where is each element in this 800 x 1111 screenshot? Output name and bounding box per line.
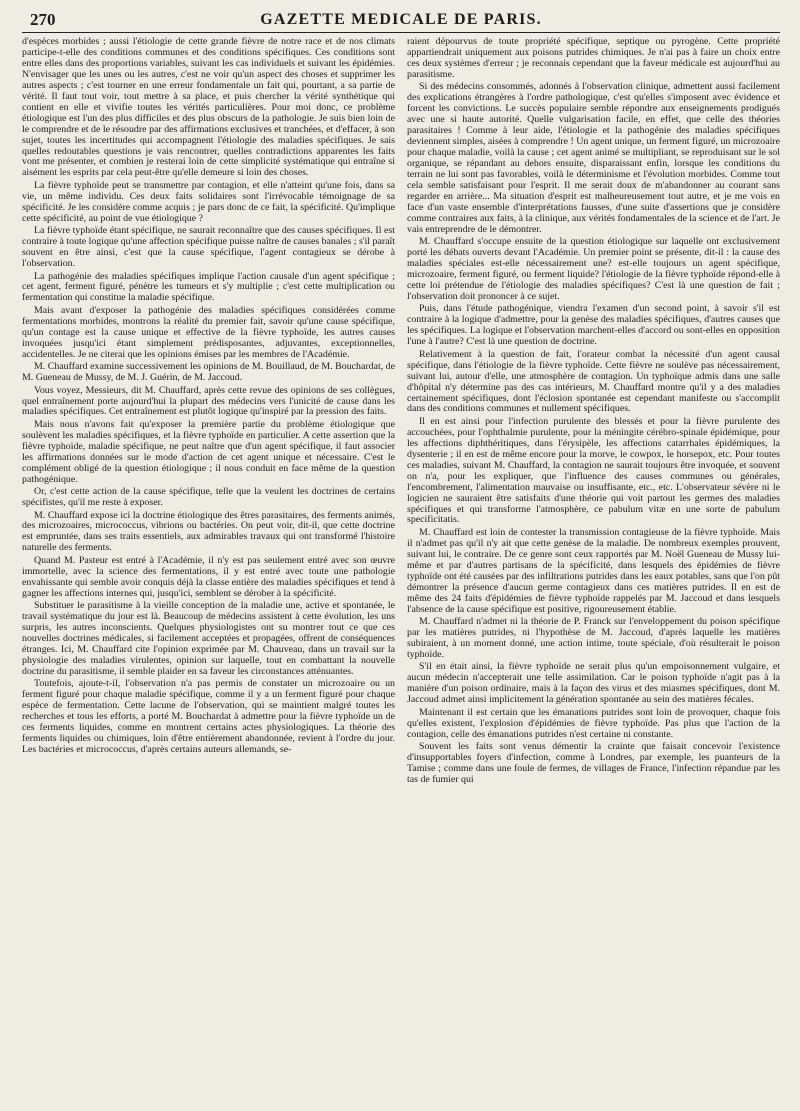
paragraph: M. Chauffard expose ici la doctrine étiologique des êtres parasitaires, des ferments animés, des microzoaires, micrococcus, vibrions ou bactéries. On peut voir, dit-il, que cette doctrine est empruntée, dans ses traits essentiels, aux admirables travaux qui ont transformé l'histoire naturelle des ferments. xyxy=(22,509,395,554)
paragraph: d'espèces morbides ; aussi l'étiologie de cette grande fièvre de notre race et de nos climats participe-t-elle des conditions communes et des conditions spécifiques. Ces conditions sont entre elles dans des proportions variables, suivant les cas individuels et suivant les épidémies. N'envisager que les unes ou les autres, c'est ne voir qu'un aspect des choses et supprimer les autres aspects ; c'est tourner en une erreur fondamentale un fait qui, pourtant, a sa partie de vérité. Il faut tout voir, tout mettre à sa place, et puis chercher la vérité synthétique qui contient en elle et vivifie toutes les vérités particulières. Pour moi donc, ce problème étiologique est l'un des plus difficiles et des plus obscurs de la pathologie. Je suis bien loin de le comprendre et de le résoudre par des affirmations exclusives et tranchées, et d'effacer, à son sujet, toutes les incertitudes qui accompagnent l'étiologie des maladies spécifiques. Je sais quelles redoutables questions je vais rencontrer, quelles contradictions apparentes les faits vont me présenter, et combien je resterai loin de cette simplicité systématique qui entraîne si aisément les esprits par cela peut-être qu'elle demeure si loin des choses. xyxy=(22,37,395,179)
paragraph: Souvent les faits sont venus démentir la crainte que faisait concevoir l'existence d'insupportables foyers d'infection, comme à Londres, par exemple, les puanteurs de la Tamise ; comme dans une foule de fermes, de villages de France, l'infection répandue par les tas de fumier qui xyxy=(407,741,780,785)
paragraph: Or, c'est cette action de la cause spécifique, telle que la veulent les doctrines de certains spécifistes, qu'il me reste à exposer. xyxy=(22,486,395,509)
paragraph: La pathogénie des maladies spécifiques implique l'action causale d'un agent spécifique ; cet agent, ferment figuré, pénètre les tumeurs et s'y multiplie ; c'est cette multiplication ou fermentation qui constitue la maladie spécifique. xyxy=(22,270,395,304)
paragraph: La fièvre typhoïde étant spécifique, ne saurait reconnaître que des causes spécifiques. Il est contraire à toute logique qu'une affection spécifique puisse naître de causes banales ; s'il paraît souvent en être ainsi, c'est que la cause spécifique, l'agent contagieux se dérobe à l'observation. xyxy=(22,225,395,270)
paragraph: La fièvre typhoïde peut se transmettre par contagion, et elle n'atteint qu'une fois, dans sa vie, un même individu. Ces deux faits solidaires sont l'irrévocable témoignage de sa spécificité. Je les considère comme acquis ; je pars donc de ce fait, la spécificité. Qu'implique cette spécificité, au point de vue étiologique ? xyxy=(22,179,395,224)
paragraph: Vous voyez, Messieurs, dit M. Chauffard, après cette revue des opinions de ses collègues, quel entraînement porte aujourd'hui la plupart des médecins vers l'unicité de cause dans les maladies spécifiques. Cet entraînement est plutôt logique qu'inspiré par la pression des faits. xyxy=(22,384,395,418)
paragraph: M. Chauffard n'admet ni la théorie de P. Franck sur l'enveloppement du poison spécifique par les matières putrides, ni l'hypothèse de M. Jaccoud, d'après laquelle les matières subiraient, à un moment donné, une action intime, toute spéciale, d'où résulterait le poison typhoïde. xyxy=(407,616,780,660)
paragraph: Substituer le parasitisme à la vieille conception de la maladie une, active et spontanée, le travail systématique du jour est là. Beaucoup de médecins assistent à cette évolution, les uns surpris, les autres inconscients. Quelques physiologistes ont su montrer tout ce que ces nouvelles doctrines médicales, si facilement acceptées et propagées, offrent de conséquences étranges. Ici, M. Chauffard cite l'opinion exprimée par M. Chauveau, dans un travail sur la physiologie des maladies virulentes, opinion sur laquelle, tout en combattant la nouvelle doctrine du parasitisme, il semble plaider en sa faveur les circonstances atténuantes. xyxy=(22,600,395,677)
paragraph: M. Chauffard examine successivement les opinions de M. Bouillaud, de M. Bouchardat, de M. Gueneau de Mussy, de M. J. Guérin, de M. Jaccoud. xyxy=(22,361,395,384)
paragraph: Il en est ainsi pour l'infection purulente des blessés et pour la fièvre purulente des accouchées, pour l'ophthalmie purulente, pour la méningite cérébro-spinale épidémique, pour les affections diphthéritiques, dans l'érysipèle, les affections catarrhales épidémiques, la dysenterie ; il en est de même encore pour la morve, le cowpox, le horsepox, etc. Pour toutes ces maladies, suivant M. Chauffard, la contagion ne saurait toujours être invoquée, et souvent on n'a, pour les expliquer, que l'influence des causes communes ou générales, l'encombrement, l'alimentation mauvaise ou insuffisante, etc., etc. L'observateur sévère ni le logicien ne sauraient être satisfaits d'une théorie qui voit partout les germes des maladies spécifiques et qui transforme l'atmosphère, ce pabulum vitæ en une sorte de pabulum specificitatis. xyxy=(407,415,780,526)
page-header xyxy=(22,8,780,33)
paragraph: Mais avant d'exposer la pathogénie des maladies spécifiques considérées comme fermentations morbides, montrons la réalité du premier fait, savoir qu'une cause spécifique, qu'un contage est la cause unique et effective de la fièvre typhoïde, les autres causes invoquées jusqu'ici étant simplement prédisposantes, adjuvantes, exceptionnelles, accidentelles. Je ne citerai que les opinions émises par les membres de l'Académie. xyxy=(22,304,395,360)
paragraph: Quand M. Pasteur est entré à l'Académie, il n'y est pas seulement entré avec son œuvre immortelle, avec la science des fermentations, il y est entré avec toute une pathologie envahissante qui semble avoir conquis déjà la classe entière des maladies spécifiques et tend à gagner les affections internes qui, jusqu'ici, semblent se dérober à la spécificité. xyxy=(22,554,395,599)
paragraph: Mais nous n'avons fait qu'exposer la première partie du problème étiologique que soulèvent les maladies spécifiques, et la fièvre typhoïde en particulier. A cette assertion que la fièvre typhoïde, maladie spécifique, ne peut naître que d'un agent spécifique, il faut associer les affirmations données sur le mode d'action de cet agent unique et nécessaire. C'est le complément obligé de la question étiologique ; il nous conduit en face même de la question pathogénique. xyxy=(22,418,395,485)
paragraph: Toutefois, ajoute-t-il, l'observation n'a pas permis de constater un microzoaire ou un ferment figuré pour chaque maladie spécifique, comme il y a un ferment figuré pour chaque espèce de fermentation. Cette lacune de l'observation, qui se maintient malgré toutes les recherches et tous les efforts, a porté M. Bouchardat à admettre pour la fièvre typhoïde un de ces ferments liquides, comme en montrent certains actes physiologiques. La théorie des ferments liquides ou chimiques, loin d'être entièrement abandonnée, revient à l'ordre du jour. Les bactéries et micrococcus, d'après certains auteurs allemands, se- xyxy=(22,678,395,756)
paragraph: Si des médecins consommés, adonnés à l'observation clinique, admettent aussi facilement des explications étrangères à l'ordre pathologique, c'est qu'elles s'imposent avec évidence et forcent les convictions. Le succès populaire semble répondre aux enseignements prodigués avec une si haute autorité. Quelle vulgarisation facile, en effet, que celle des théories parasitaires ! Comme à leur aide, l'étiologie et la pathogénie des maladies spécifiques deviennent simples, aisées à comprendre ! Un agent unique, un ferment figuré, un microzoaire pour chaque maladie, voilà la cause ; cet agent animé se multipliant, se reproduisant sur le sol organique, se répandant au dehors ensuite, disparaissant enfin, lorsque les conditions du terrain ne lui sont pas favorables, voilà le déterminisme et l'évolution morbides. Comme tout cela semble satisfaisant pour l'esprit. Il me serait doux de m'abandonner au courant sans regarder en arrière... Ma situation d'esprit est malheureusement tout autre, et je me vois en face d'un vaste ensemble d'interprétations fausses, d'une suite d'assertions que je considère comme contraires aux faits, à la clinique, aux vérités fondamentales de la science et de l'art. Je vais entreprendre de le démontrer. xyxy=(407,81,780,235)
paragraph: M. Chauffard s'occupe ensuite de la question étiologique sur laquelle ont exclusivement porté les débats ouverts devant l'Académie. Un premier point se présente, dit-il : la cause des maladies spéciales est-elle nécessairement une? est-elle toujours un agent spécifique, microzoaire, ferment figuré, ou ferment liquide? l'étiologie de la fièvre typhoïde répond-elle à cette loi prétendue de l'étiologie des maladies spécifiques? C'est là une question de fait ; l'observation doit prononcer à ce sujet. xyxy=(407,236,780,302)
paragraph: Puis, dans l'étude pathogénique, viendra l'examen d'un second point, à savoir s'il est contraire à la logique d'admettre, pour la genèse des maladies spécifiques, d'autres causes que les spécifiques. La logique et l'observation marchent-elles d'accord ou sont-elles en opposition l'une à l'autre? C'est là une question de doctrine. xyxy=(407,303,780,348)
left-column xyxy=(22,37,395,1111)
paragraph: M. Chauffard est loin de contester la transmission contagieuse de la fièvre typhoïde. Mais il n'admet pas qu'il n'y ait que cette genèse de la maladie. De nombreux exemples prouvent, suivant lui, le contraire. De ce genre sont ceux rapportés par M. Noël Gueneau de Mussy lui-même et par d'autres partisans de la spécificité, dans lesquels des épidémies de fièvre typhoïde ont été causées par des infiltrations putrides dans les eaux potables, sans que l'on pût démontrer la présence d'aucun germe contagieux dans ces matières putrides. Il en est de même des 24 faits d'épidémies de fièvre typhoïde rappelés par M. Jaccoud et dans lesquels l'absence de la cause spécifique est positive, rigoureusement établie. xyxy=(407,526,780,615)
paragraph: Relativement à la question de fait, l'orateur combat la nécessité d'un agent causal spécifique, dans l'étiologie de la fièvre typhoïde. Cette fièvre ne soulève pas nécessairement, suivant lui, autour d'elle, une atmosphère de contagion. Un typhoïque admis dans une salle d'hôpital n'y détermine pas des cas intérieurs, M. Chauffard montre qu'il y a des maladies certainement spécifiques, dont l'éclosion spontanée est cependant manifeste ou s'accomplit dans des conditions communes et nullement spécifiques. xyxy=(407,348,780,415)
paragraph: raient dépourvus de toute propriété spécifique, septique ou pyrogène. Cette propriété appartiendrait uniquement aux poisons putrides chimiques. Je n'ai pas à faire un choix entre ces deux systèmes d'erreur ; je reconnais cependant que la faveur médicale est aujourd'hui au parasitisme. xyxy=(407,37,780,80)
right-column xyxy=(407,37,780,1111)
page-number: 270 xyxy=(30,10,56,29)
paragraph: S'il en était ainsi, la fièvre typhoïde ne serait plus qu'un empoisonnement vulgaire, et aucun médecin n'accepterait une telle assimilation. Car le poison typhoïde n'agit pas à la manière d'un poison ordinaire, mais à la façon des virus et des miasmes spécifiques, dont M. Jaccoud admet ainsi implicitement la génération spontanée au sein des matières fécales. xyxy=(407,661,780,706)
running-title: GAZETTE MEDICALE DE PARIS. xyxy=(260,11,542,28)
article-columns xyxy=(22,37,780,1111)
paragraph: Maintenant il est certain que les émanations putrides sont loin de provoquer, chaque fois qu'elles existent, l'explosion d'épidémies de fièvre typhoïde. Pas plus que l'action de la contagion, celle des émanations putrides n'est certaine ni constante. xyxy=(407,706,780,740)
